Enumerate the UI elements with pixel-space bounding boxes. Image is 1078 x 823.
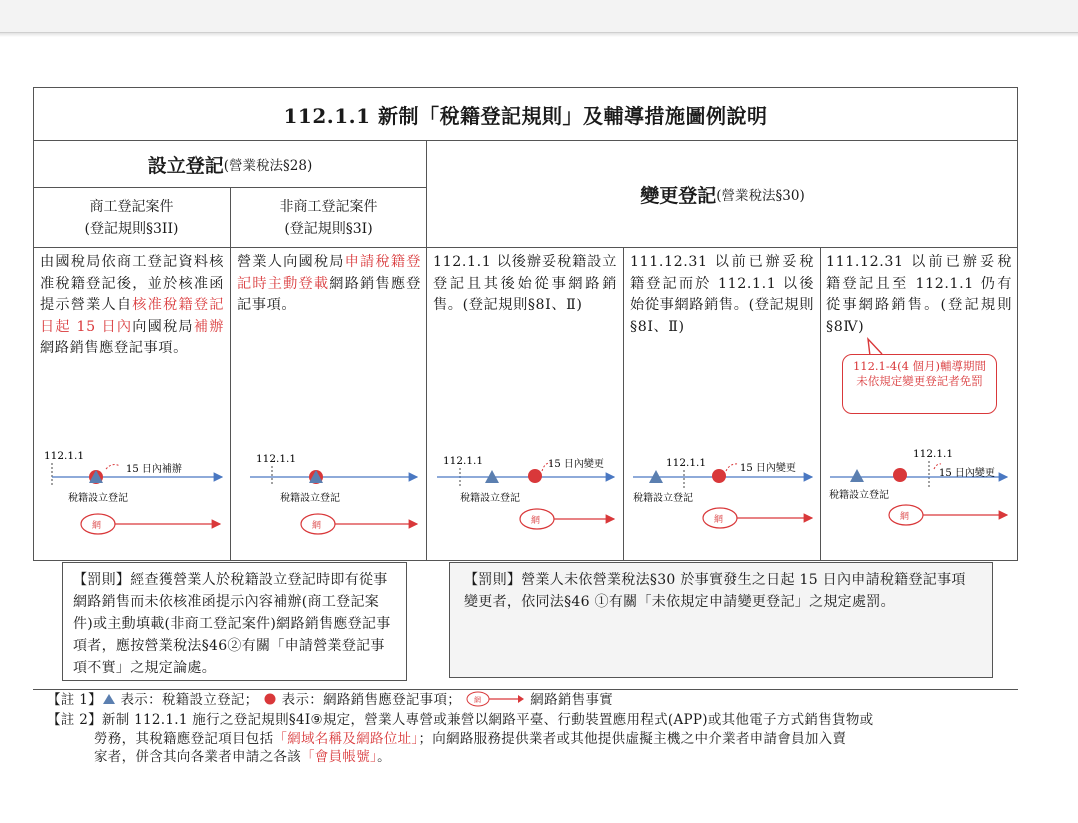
col-commercial-line2: (登記規則§3II) [84, 221, 179, 237]
d2-net-glyph: 網 [312, 521, 322, 531]
note-2 [47, 711, 1037, 767]
d3-net-dot [528, 469, 542, 483]
page-title: 112.1.1 新制「稅籍登記規則」及輔導措施圖例說明 [283, 103, 768, 128]
d3-reg-label: 稅籍設立登記 [460, 493, 520, 504]
d3-net-glyph: 網 [531, 516, 541, 526]
cell-commercial-desc [40, 252, 224, 360]
c2-red1: 申請稅籍登記時主動登載 [237, 254, 421, 292]
top-shadow [0, 33, 1078, 37]
d4-net-dot [712, 469, 726, 483]
note2-red1: 「網域名稱及網路位址」 [273, 730, 419, 747]
note1-text-c: 網路銷售事實 [530, 692, 614, 708]
penalty-box-change [449, 562, 993, 678]
c2-text1: 營業人向國稅局 [237, 254, 345, 270]
note1-tag: 【註 1】 [47, 692, 102, 708]
note2-text2: 勞務，其稅籍應登記項目包括 [94, 730, 274, 747]
d5-net-glyph: 網 [900, 512, 910, 522]
d4-reg-label: 稅籍設立登記 [633, 493, 693, 504]
d4-label: 15 日內變更 [740, 463, 796, 474]
setup-header-sub: (營業稅法§28) [223, 158, 313, 174]
legend-net-glyph: 網 [473, 696, 481, 704]
penalty1-text: 經查獲營業人於稅籍設立登記時即有從事網路銷售而未依核准函提示內容補辦(商工登記案件)或主動填載(非商工登記案件)網路銷售應登記事項者，應按營業稅法§46②有關「申請營業登記事項不實」之規定論處。 [73, 572, 391, 676]
col-noncommercial-line2: (登記規則§3I) [284, 221, 373, 237]
dot-legend-icon [263, 693, 277, 705]
change-header [427, 141, 1018, 247]
note2-text4: 家者，併含其向各業者申請之各該 [94, 749, 301, 765]
d4-date: 112.1.1 [666, 457, 707, 469]
diagram-commercial [44, 450, 222, 534]
d3-date: 112.1.1 [443, 455, 484, 467]
diagram-change-new [437, 455, 614, 529]
d5-net-dot [893, 468, 907, 482]
penalty2-text: 營業人未依營業稅法§30 於事實發生之日起 15 日內申請稅籍登記事項變更者，依同法§46 ①有關「未依規定申請變更登記」之規定處罰。 [464, 572, 966, 610]
change-header-main: 變更登記 [640, 184, 717, 207]
penalty2-tag: 【罰則】 [464, 572, 522, 588]
d5-triangle-icon [850, 469, 864, 482]
penalty-box-setup [62, 562, 407, 681]
c1-text3: 網路銷售應登記事項。 [40, 340, 188, 356]
cell-noncommercial-desc [237, 252, 421, 317]
d5-date: 112.1.1 [913, 448, 954, 460]
note1-text-b: 表示：網路銷售應登記事項； [281, 692, 462, 708]
diagram-change-before [633, 457, 812, 528]
col-commercial-line1: 商工登記案件 [89, 199, 174, 215]
browser-top-bar [0, 0, 1078, 33]
d1-net-glyph: 網 [92, 521, 102, 531]
d5-reg-label: 稅籍設立登記 [829, 490, 889, 501]
c1-text2: 向國稅局 [132, 318, 194, 335]
c1-text1: 由國稅局依商工登記資料核准稅籍登記後，並於核准函提示營業人自 [40, 254, 224, 313]
d2-date: 112.1.1 [256, 453, 297, 465]
d2-reg-label: 稅籍設立登記 [280, 493, 340, 504]
d5-label: 15 日內變更 [939, 468, 995, 479]
grace-period-callout: 112.1-4(4 個月)輔導期間未依規定變更登記者免罰 [842, 354, 997, 414]
note2-tag: 【註 2】 [47, 712, 102, 728]
note2-text5: 。 [377, 749, 391, 765]
col-noncommercial-line1: 非商工登記案件 [279, 199, 378, 215]
col-commercial-header [33, 196, 230, 240]
diagram-noncommercial [250, 453, 417, 534]
triangle-legend-icon [102, 693, 116, 705]
d1-date: 112.1.1 [44, 450, 85, 462]
d1-reg-label: 稅籍設立登記 [68, 493, 128, 504]
note2-text3: ；向網路服務提供業者或其他提供虛擬主機之中介業者申請會員加入賣 [418, 730, 847, 747]
note1-text-a: 表示：稅籍設立登記； [120, 692, 259, 708]
note2-red2: 「會員帳號」 [301, 749, 378, 765]
net-arrow-legend-icon [466, 691, 526, 707]
d3-label: 15 日內變更 [548, 459, 604, 470]
timeline-diagrams [0, 440, 1078, 540]
setup-header [33, 141, 427, 187]
setup-header-main: 設立登記 [147, 154, 224, 177]
note-1 [47, 691, 1027, 710]
d1-label: 15 日內補辦 [126, 464, 182, 475]
note2-text1: 新制 112.1.1 施行之登記規則§4I⑨規定，營業人專營或兼營以網路平臺、行動裝置應用程式(APP)或其他電子方式銷售貨物或 [101, 712, 874, 728]
col-noncommercial-header [230, 196, 427, 240]
cell-change-before: 111.12.31 以前已辦妥稅籍登記而於 112.1.1 以後始從事網路銷售。(登記規則§8Ⅰ、Ⅱ) [630, 254, 814, 335]
c1-red1: 核准稅籍登記日起 15 日內 [40, 297, 224, 335]
c1-red2: 補辦 [193, 318, 225, 335]
cell-change-ongoing: 111.12.31 以前已辦妥稅籍登記且至 112.1.1 仍有從事網路銷售。(登記規則§8Ⅳ) [826, 254, 1012, 335]
cell-change-new: 112.1.1 以後辦妥稅籍設立登記且其後始從事網路銷售。(登記規則§8Ⅰ、Ⅱ) [433, 254, 617, 313]
c2-text2: 網路銷售應登記事項。 [237, 275, 421, 313]
diagram-change-ongoing [829, 448, 1007, 525]
penalty1-tag: 【罰則】 [73, 572, 131, 588]
d4-net-glyph: 網 [714, 515, 724, 525]
change-header-sub: (營業稅法§30) [716, 188, 805, 204]
